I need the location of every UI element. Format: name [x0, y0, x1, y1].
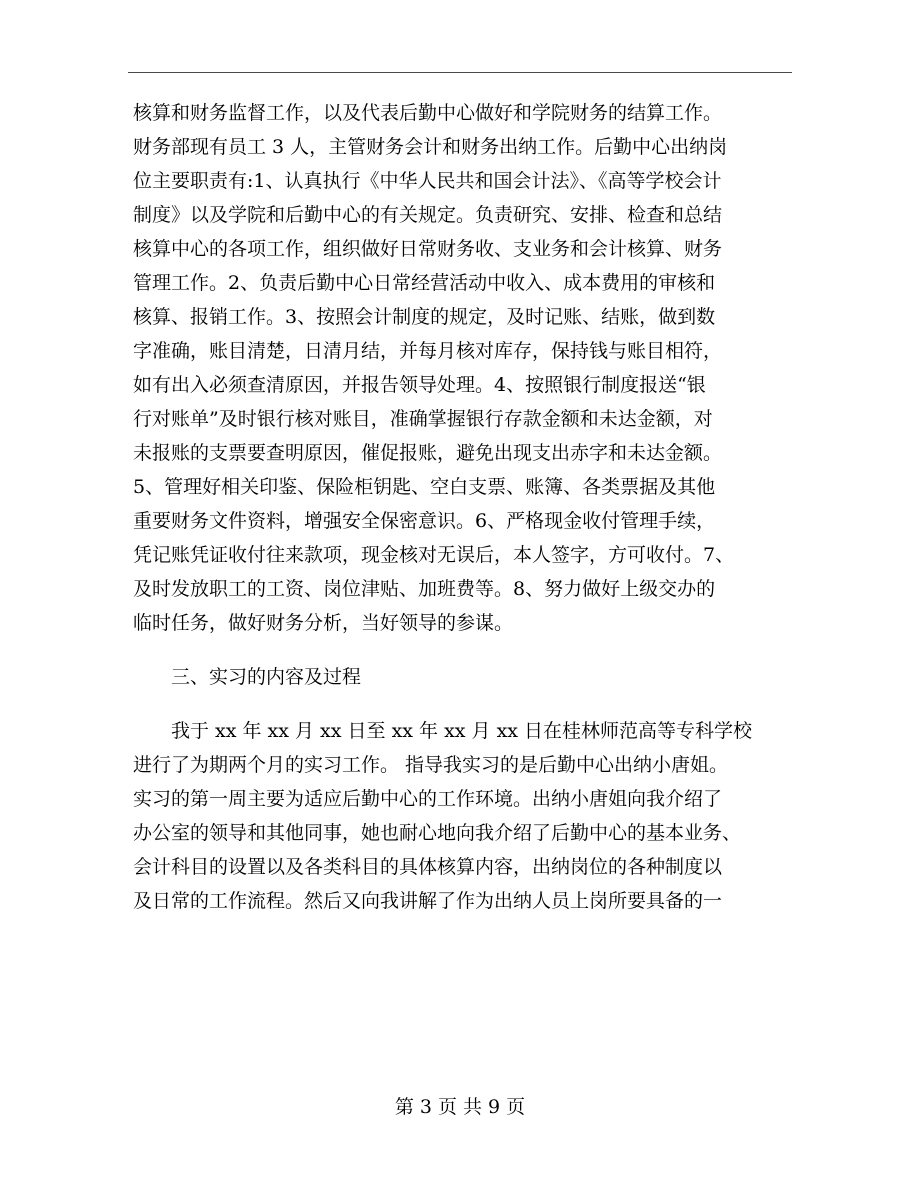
text-line: 实习的第一周主要为适应后勤中心的工作环境。出纳小唐姐向我介绍了 [133, 788, 723, 810]
text-line: 核算和财务监督工作，以及代表后勤中心做好和学院财务的结算工作。 [133, 102, 723, 124]
text-line: 字准确，账目清楚，日清月结，并每月核对库存，保持钱与账目相符， [133, 340, 723, 362]
text-line: 我于 xx 年 xx 月 xx 日至 xx 年 xx 月 xx 日在桂林师范高等专科学校 [171, 720, 753, 742]
paragraph-duties [133, 96, 803, 640]
text-line: 位主要职责有:1、认真执行《中华人民共和国会计法》、《高等学校会计 [133, 170, 722, 192]
text-line: 办公室的领导和其他同事，她也耐心地向我介绍了后勤中心的基本业务、 [133, 822, 742, 844]
document-body [133, 96, 803, 918]
text-line: 临时任务，做好财务分析，当好领导的参谋。 [133, 612, 514, 634]
text-line: 如有出入必须查清原因，并报告领导处理。4、按照银行制度报送“银 [133, 374, 706, 396]
section-heading: 三、实习的内容及过程 [171, 666, 362, 688]
text-line: 及日常的工作流程。然后又向我讲解了作为出纳人员上岗所要具备的一 [133, 890, 723, 912]
page-number-footer: 第 3 页 共 9 页 [394, 1096, 526, 1118]
text-line: 未报账的支票要查明原因，催促报账，避免出现支出赤字和未达金额。 [133, 442, 723, 464]
text-line: 会计科目的设置以及各类科目的具体核算内容，出纳岗位的各种制度以 [133, 856, 723, 878]
paragraph-spacing [133, 694, 803, 714]
text-line: 核算、报销工作。3、按照会计制度的规定，及时记账、结账，做到数 [133, 306, 716, 328]
text-line: 凭记账凭证收付往来款项，现金核对无误后，本人签字，方可收付。7、 [133, 544, 735, 566]
text-line: 进行了为期两个月的实习工作。 指导我实习的是后勤中心出纳小唐姐。 [133, 754, 729, 776]
paragraph-spacing [133, 640, 803, 660]
text-line: 及时发放职工的工资、岗位津贴、加班费等。8、努力做好上级交办的 [133, 578, 716, 600]
text-line: 重要财务文件资料，增强安全保密意识。6、严格现金收付管理手续， [133, 510, 716, 532]
text-line: 核算中心的各项工作，组织做好日常财务收、支业务和会计核算、财务 [133, 238, 723, 260]
paragraph-internship [133, 714, 803, 918]
text-line: 5、管理好相关印鉴、保险柜钥匙、空白支票、账簿、各类票据及其他 [133, 476, 716, 498]
text-line: 制度》以及学院和后勤中心的有关规定。负责研究、安排、检查和总结 [133, 204, 723, 226]
text-line: 财务部现有员工 3 人，主管财务会计和财务出纳工作。后勤中心出纳岗 [133, 136, 728, 158]
header-divider [128, 72, 792, 73]
text-line: 管理工作。2、负责后勤中心日常经营活动中收入、成本费用的审核和 [133, 272, 716, 294]
text-line: 行对账单”及时银行核对账目，准确掌握银行存款金额和未达金额，对 [133, 408, 713, 430]
